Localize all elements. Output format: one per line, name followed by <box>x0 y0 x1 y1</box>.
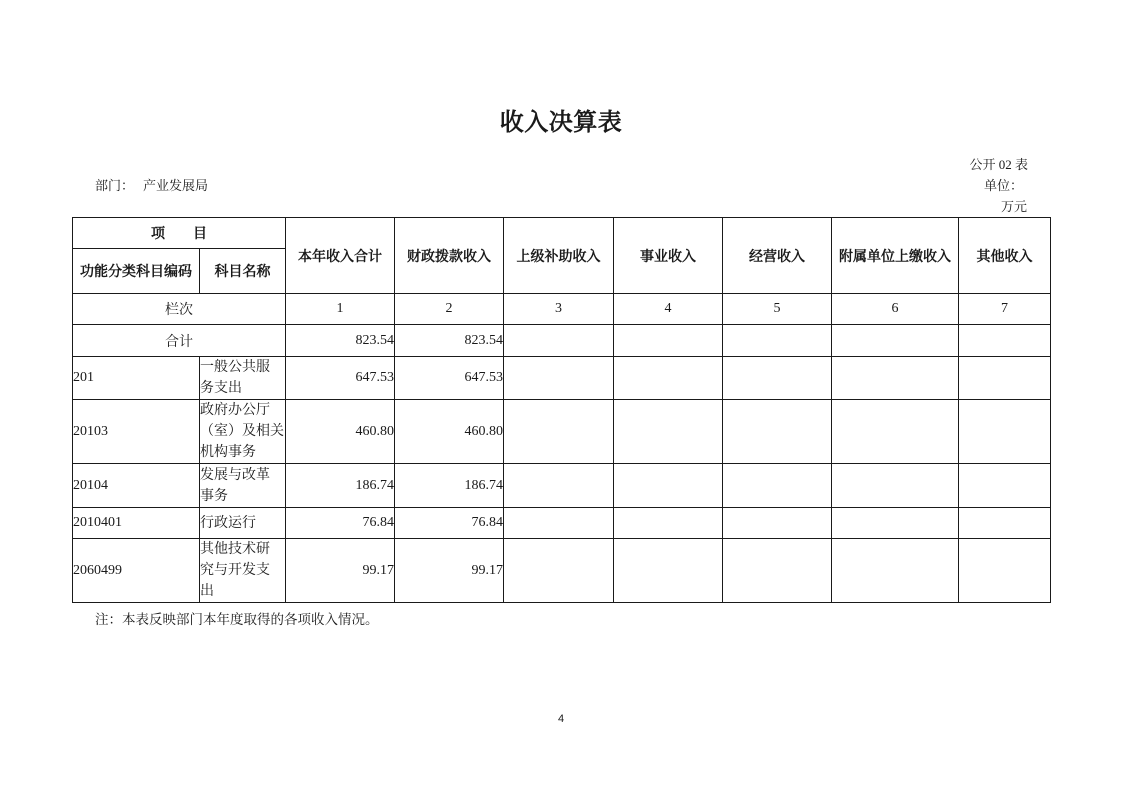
index-number: 5 <box>723 294 832 325</box>
row-name-line: （室）及相关 <box>200 424 284 439</box>
row-operating-income-cell <box>723 400 832 464</box>
unit-label: 单位： <box>983 178 1023 193</box>
row-name-line: 事务 <box>200 488 228 504</box>
row-business-income-cell <box>614 400 723 464</box>
index-number: 1 <box>286 294 395 325</box>
header-item: 项 目 <box>73 218 286 249</box>
form-number: 公开 02 表 <box>969 157 1028 172</box>
row-code: 20104 <box>73 464 200 508</box>
row-income-total: 99.17 <box>286 539 395 603</box>
total-affiliate-remittance-cell <box>832 325 959 357</box>
row-superior-subsidy-cell <box>504 400 614 464</box>
row-fiscal-appropriation: 99.17 <box>395 539 504 603</box>
header-other-income: 其他收入 <box>959 218 1051 294</box>
row-fiscal-appropriation: 186.74 <box>395 464 504 508</box>
row-name <box>200 464 286 508</box>
row-fiscal-appropriation: 76.84 <box>395 508 504 539</box>
header-superior-subsidy: 上级补助收入 <box>504 218 614 294</box>
total-fiscal-appropriation: 823.54 <box>395 325 504 357</box>
row-fiscal-appropriation: 460.80 <box>395 400 504 464</box>
row-name <box>200 539 286 603</box>
row-business-income-cell <box>614 539 723 603</box>
unit-value: 万元 <box>1000 199 1027 214</box>
table-note: 注：本表反映部门本年度取得的各项收入情况。 <box>95 612 379 627</box>
row-name-line: 机构事务 <box>200 445 256 460</box>
row-income-total: 647.53 <box>286 357 395 400</box>
index-label: 栏次 <box>73 294 286 325</box>
page-title: 收入决算表 <box>499 109 623 136</box>
index-number: 3 <box>504 294 614 325</box>
row-name-line: 政府办公厅 <box>200 403 270 418</box>
row-name-line: 务支出 <box>200 381 242 396</box>
index-number: 7 <box>959 294 1051 325</box>
index-number: 4 <box>614 294 723 325</box>
row-other-income-cell <box>959 400 1051 464</box>
total-superior-subsidy-cell <box>504 325 614 357</box>
row-name-line: 一般公共服 <box>200 360 270 375</box>
row-affiliate-remittance-cell <box>832 400 959 464</box>
row-income-total: 460.80 <box>286 400 395 464</box>
total-income-total: 823.54 <box>286 325 395 357</box>
row-operating-income-cell <box>723 357 832 400</box>
table-row <box>73 508 1051 539</box>
row-other-income-cell <box>959 508 1051 539</box>
total-row <box>73 325 1051 357</box>
index-number: 2 <box>395 294 504 325</box>
row-name-line: 发展与改革 <box>200 467 270 483</box>
row-other-income-cell <box>959 464 1051 508</box>
row-superior-subsidy-cell <box>504 464 614 508</box>
row-superior-subsidy-cell <box>504 539 614 603</box>
row-name <box>200 357 286 400</box>
total-other-income-cell <box>959 325 1051 357</box>
header-fiscal-appropriation: 财政拨款收入 <box>395 218 504 294</box>
row-income-total: 186.74 <box>286 464 395 508</box>
total-operating-income-cell <box>723 325 832 357</box>
row-other-income-cell <box>959 357 1051 400</box>
table-row <box>73 464 1051 508</box>
row-name-line: 究与开发支 <box>200 563 270 578</box>
header-name: 科目名称 <box>200 249 286 294</box>
header-business-income: 事业收入 <box>614 218 723 294</box>
row-name <box>200 508 286 539</box>
row-name-line: 其他技术研 <box>200 542 270 557</box>
row-operating-income-cell <box>723 464 832 508</box>
header-operating-income: 经营收入 <box>723 218 832 294</box>
department-name: 产业发展局 <box>143 178 209 193</box>
row-affiliate-remittance-cell <box>832 508 959 539</box>
row-other-income-cell <box>959 539 1051 603</box>
row-business-income-cell <box>614 508 723 539</box>
row-code: 2010401 <box>73 508 200 539</box>
row-operating-income-cell <box>723 508 832 539</box>
row-code: 20103 <box>73 400 200 464</box>
header-income-total: 本年收入合计 <box>286 218 395 294</box>
income-table <box>72 217 1051 603</box>
total-label: 合计 <box>73 325 286 357</box>
header-affiliate-remittance: 附属单位上缴收入 <box>832 218 959 294</box>
row-code: 2060499 <box>73 539 200 603</box>
department-label: 部门： <box>95 178 135 193</box>
row-operating-income-cell <box>723 539 832 603</box>
row-business-income-cell <box>614 357 723 400</box>
table-row <box>73 400 1051 464</box>
row-income-total: 76.84 <box>286 508 395 539</box>
table-row <box>73 539 1051 603</box>
header-code: 功能分类科目编码 <box>73 249 200 294</box>
row-code: 201 <box>73 357 200 400</box>
row-affiliate-remittance-cell <box>832 464 959 508</box>
row-business-income-cell <box>614 464 723 508</box>
row-affiliate-remittance-cell <box>832 357 959 400</box>
table-row <box>73 357 1051 400</box>
row-fiscal-appropriation: 647.53 <box>395 357 504 400</box>
index-row <box>73 294 1051 325</box>
row-superior-subsidy-cell <box>504 357 614 400</box>
row-name-line: 出 <box>200 584 214 599</box>
row-affiliate-remittance-cell <box>832 539 959 603</box>
row-name-line: 行政运行 <box>200 515 256 531</box>
page-number: 4 <box>557 713 565 725</box>
header-row-1 <box>73 218 1051 249</box>
row-superior-subsidy-cell <box>504 508 614 539</box>
total-business-income-cell <box>614 325 723 357</box>
index-number: 6 <box>832 294 959 325</box>
row-name <box>200 400 286 464</box>
